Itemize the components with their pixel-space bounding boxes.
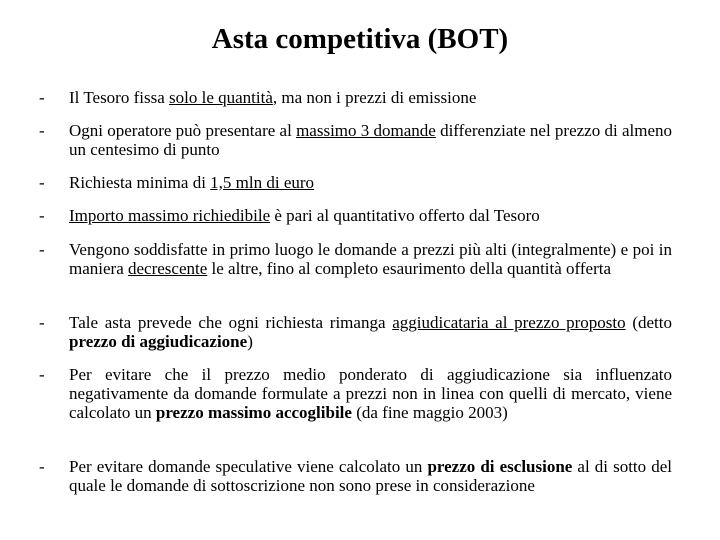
bullet-text-underlined: solo le quantità <box>169 88 273 107</box>
bullet-text-bold: prezzo massimo accoglibile <box>155 403 352 422</box>
bullet-text-segment: Richiesta minima di <box>69 173 211 192</box>
bullet-text <box>69 240 672 278</box>
bullet-text-segment: Tale asta prevede che ogni richiesta rimanga <box>69 313 393 332</box>
bullet-text <box>69 313 672 351</box>
slide-title: Asta competitiva (BOT) <box>211 23 509 55</box>
bullet-marker: - <box>39 206 45 225</box>
bullet-marker: - <box>39 173 45 192</box>
bullet-text <box>69 457 672 495</box>
bullet-text-segment: Per evitare domande speculative viene calcolato un <box>69 457 428 476</box>
bullet-text-underlined: massimo 3 domande <box>296 121 436 140</box>
bullet-text-segment: Vengono soddisfatte in primo luogo le domande a prezzi più alti (integralmente) e poi in maniera <box>69 240 672 278</box>
bullet-text <box>69 365 672 422</box>
bullet-text-bold: prezzo di aggiudicazione <box>69 332 248 351</box>
bullet-marker: - <box>39 313 45 332</box>
bullet-text <box>69 121 672 159</box>
bullet-text-underlined: 1,5 mln di euro <box>210 173 315 192</box>
bullet-text-segment: Il Tesoro fissa <box>69 88 170 107</box>
bullet-text-segment: Per evitare che il prezzo medio ponderato di aggiudicazione sia influenzato negativamente da domande formulate a prezzi non in linea con quelli di mercato, viene calcolato un <box>69 365 672 422</box>
bullet-text-segment: Ogni operatore può presentare al <box>69 121 297 140</box>
bullet-text-segment: è pari al quantitativo offerto dal Tesoro <box>270 206 540 225</box>
bullet-text-underlined: decrescente <box>128 259 208 278</box>
bullet-text <box>69 173 672 192</box>
bullet-text-segment: le altre, fino al completo esaurimento della quantità offerta <box>207 259 612 278</box>
bullet-text-segment: (detto <box>625 313 672 332</box>
bullet-text-segment: al di sotto del quale le domande di sottoscrizione non sono prese in considerazione <box>69 457 672 495</box>
bullet-text <box>69 88 672 107</box>
bullet-text-underlined: aggiudicataria al prezzo proposto <box>392 313 626 332</box>
bullet-text-segment: (da fine maggio 2003) <box>351 403 508 422</box>
bullet-text <box>69 206 672 225</box>
bullet-text-segment: differenziate nel prezzo di almeno un centesimo di punto <box>69 121 672 159</box>
bullet-text-underlined: Importo massimo richiedibile <box>69 206 271 225</box>
bullet-text-bold: prezzo di esclusione <box>427 457 573 476</box>
bullet-text-segment: ) <box>247 332 253 351</box>
bullet-marker: - <box>39 121 45 140</box>
bullet-text-segment: , ma non i prezzi di emissione <box>272 88 477 107</box>
bullet-marker: - <box>39 240 45 259</box>
bullet-marker: - <box>39 88 45 107</box>
bullet-marker: - <box>39 365 45 384</box>
bullet-marker: - <box>39 457 45 476</box>
